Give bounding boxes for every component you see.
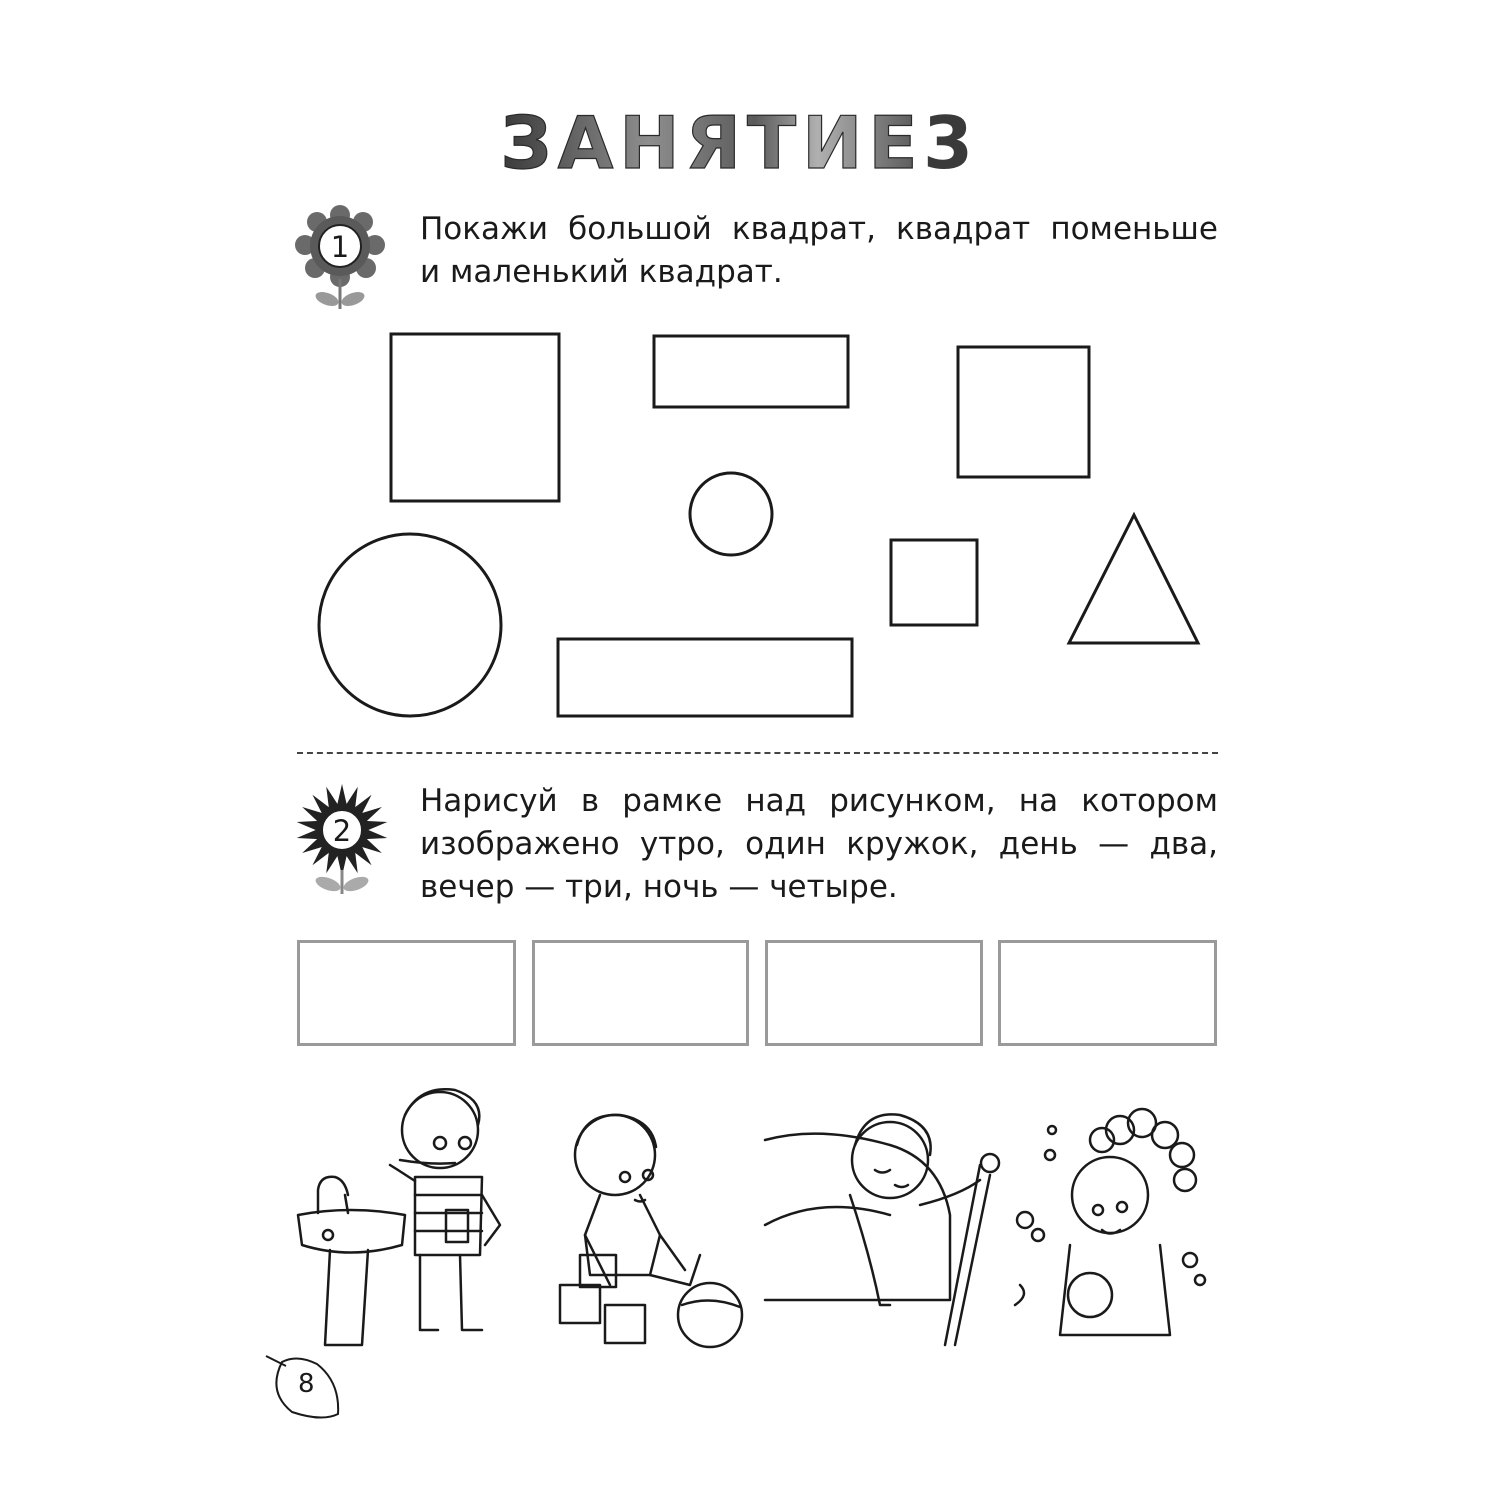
drawing-frame-4[interactable] [998,940,1217,1046]
scene-playing-blocks-icon [560,1115,742,1347]
large-circle[interactable] [319,534,501,716]
page-number-text: 8 [298,1369,315,1399]
task-2-instruction [420,780,1218,909]
scene-bathing-icon [1015,1109,1205,1335]
task-1-flower-icon [293,203,388,315]
task-2-number: 2 [332,814,352,848]
lesson-title-graphic [0,100,1500,190]
medium-square[interactable] [958,347,1089,477]
large-rectangle[interactable] [558,639,852,716]
task-2-line-2: изображено утро, один кружок, день — два, [420,826,1218,862]
scene-sleeping-icon [765,1114,999,1345]
large-square[interactable] [391,334,559,501]
task-1-instruction [420,208,1218,294]
drawing-frame-2[interactable] [532,940,749,1046]
scene-illustrations [290,1085,1220,1355]
triangle[interactable] [1069,515,1198,643]
drawing-frame-3[interactable] [765,940,983,1046]
task-1-line-1: Покажи большой квадрат, квадрат поменьше [420,211,1218,247]
lesson-title [0,100,1500,190]
small-square[interactable] [891,540,977,625]
task-2-line-1: Нарисуй в рамке над рисунком, на котором [420,783,1218,819]
scene-brushing-teeth-icon [298,1089,500,1345]
lesson-title-word: ЗАНЯТИЕ [500,101,924,185]
small-rectangle[interactable] [654,336,848,407]
small-circle[interactable] [690,473,772,555]
task-1-number: 1 [330,230,350,264]
lesson-title-number: 3 [922,101,974,185]
task-2-line-3: вечер — три, ночь — четыре. [420,869,898,905]
page-number [262,1352,344,1420]
task-1-line-2: и маленький квадрат. [420,254,783,290]
task-2-flower-icon [294,780,394,900]
drawing-frame-1[interactable] [297,940,516,1046]
section-divider [297,752,1218,754]
